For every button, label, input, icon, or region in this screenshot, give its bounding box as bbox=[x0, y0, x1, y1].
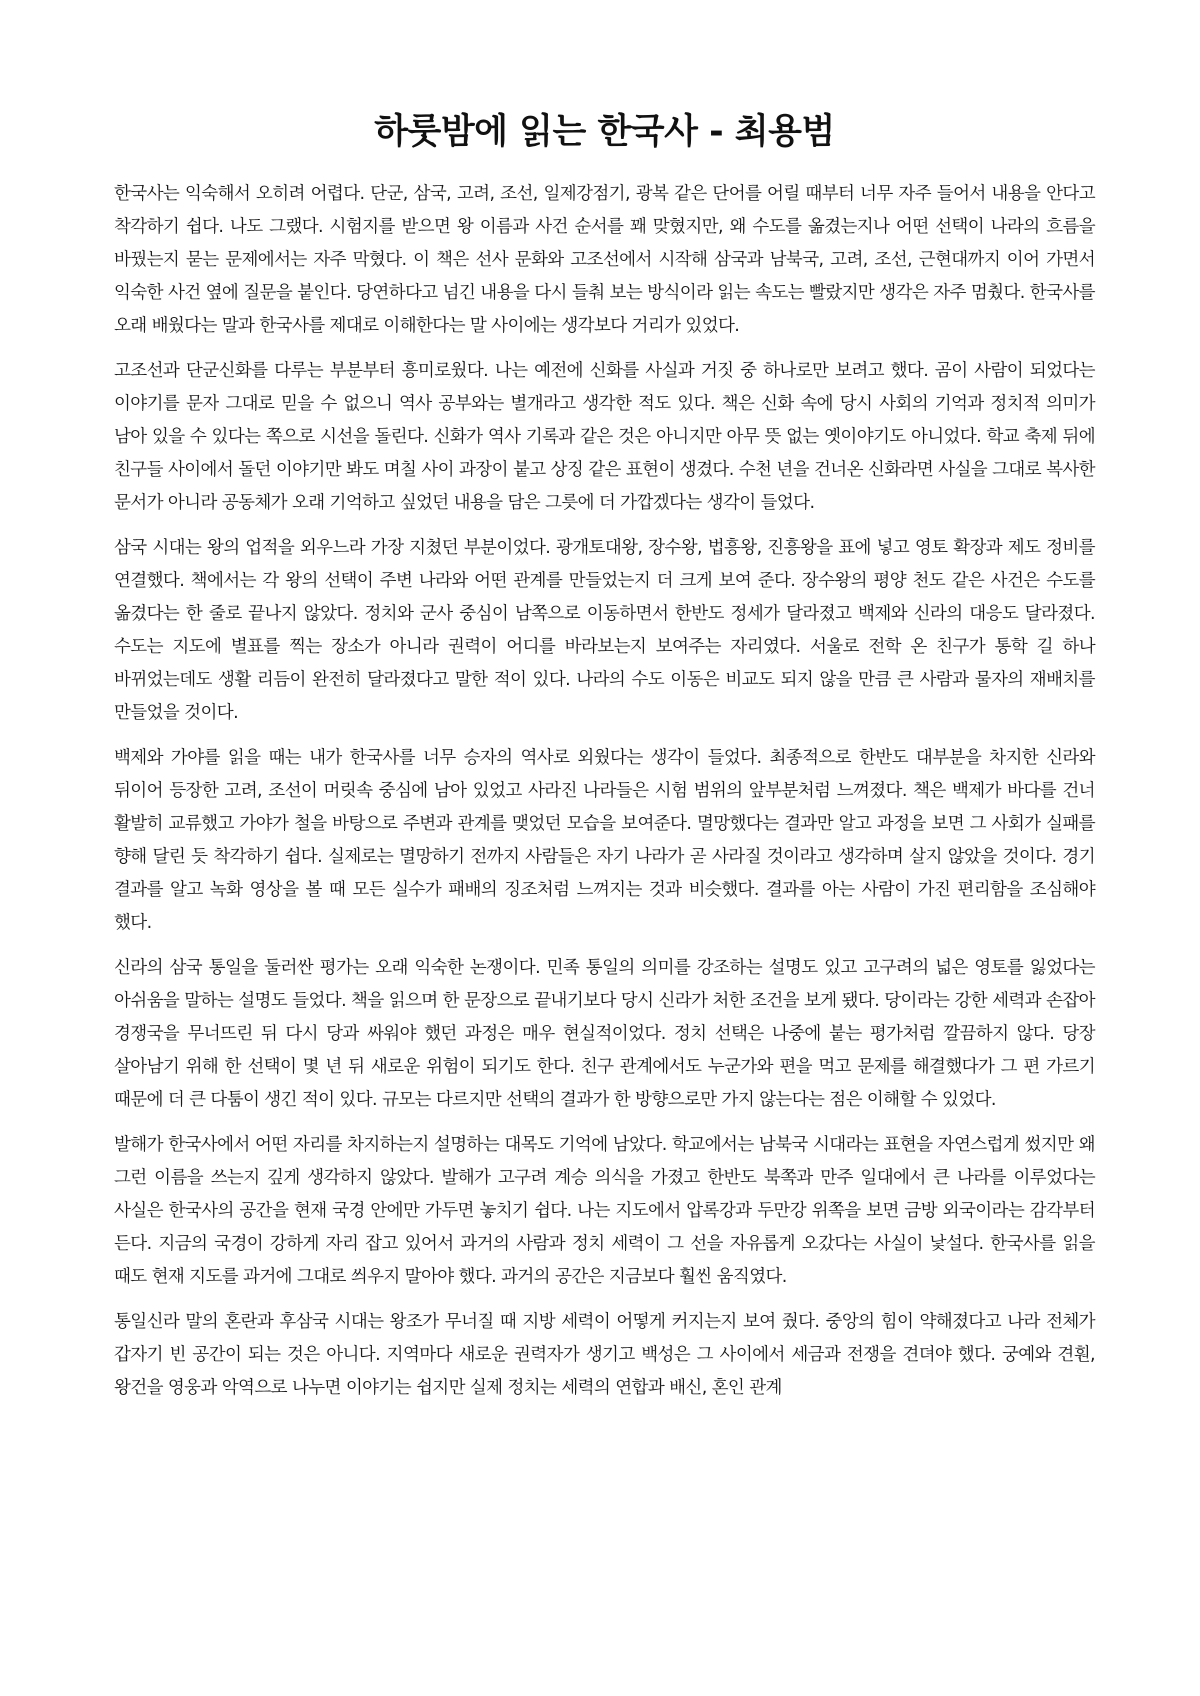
paragraph: 신라의 삼국 통일을 둘러싼 평가는 오래 익숙한 논쟁이다. 민족 통일의 의미를 강조하는 설명도 있고 고구려의 넓은 영토를 잃었다는 아쉬움을 말하는 설명도 들었다. 책을 읽으며 한 문장으로 끝내기보다 당시 신라가 처한 조건을 보게 됐다. 당이라는 강한 세력과 손잡아 경쟁국을 무너뜨린 뒤 다시 당과 싸워야 했던 과정은 매우 현실적이었다. 정치 선택은 나중에 붙는 평가처럼 깔끔하지 않다. 당장 살아남기 위해 한 선택이 몇 년 뒤 새로운 위험이 되기도 한다. 친구 관계에서도 누군가와 편을 먹고 문제를 해결했다가 그 편 가르기 때문에 더 큰 다툼이 생긴 적이 있다. 규모는 다르지만 선택의 결과가 한 방향으로만 가지 않는다는 점은 이해할 수 있었다. bbox=[114, 958, 1095, 1110]
paragraph: 한국사는 익숙해서 오히려 어렵다. 단군, 삼국, 고려, 조선, 일제강점기, 광복 같은 단어를 어릴 때부터 너무 자주 들어서 내용을 안다고 착각하기 쉽다. 나도 그랬다. 시험지를 받으면 왕 이름과 사건 순서를 꽤 맞혔지만, 왜 수도를 옮겼는지나 어떤 선택이 나라의 흐름을 바꿨는지 묻는 문제에서는 자주 막혔다. 이 책은 선사 문화와 고조선에서 시작해 삼국과 남북국, 고려, 조선, 근현대까지 이어 가면서 익숙한 사건 옆에 질문을 붙인다. 당연하다고 넘긴 내용을 다시 들춰 보는 방식이라 읽는 속도는 빨랐지만 생각은 자주 멈췄다. 한국사를 오래 배웠다는 말과 한국사를 제대로 이해한다는 말 사이에는 생각보다 거리가 있었다. bbox=[114, 184, 1095, 336]
paragraph: 통일신라 말의 혼란과 후삼국 시대는 왕조가 무너질 때 지방 세력이 어떻게 커지는지 보여 줬다. 중앙의 힘이 약해졌다고 나라 전체가 갑자기 빈 공간이 되는 것은 아니다. 지역마다 새로운 권력자가 생기고 백성은 그 사이에서 세금과 전쟁을 견뎌야 했다. 궁예와 견훤, 왕건을 영웅과 악역으로 나누면 이야기는 쉽지만 실제 정치는 세력의 연합과 배신, 혼인 관계 bbox=[114, 1312, 1095, 1398]
paragraph: 삼국 시대는 왕의 업적을 외우느라 가장 지쳤던 부분이었다. 광개토대왕, 장수왕, 법흥왕, 진흥왕을 표에 넣고 영토 확장과 제도 정비를 연결했다. 책에서는 각 왕의 선택이 주변 나라와 어떤 관계를 만들었는지 더 크게 보여 준다. 장수왕의 평양 천도 같은 사건은 수도를 옮겼다는 한 줄로 끝나지 않았다. 정치와 군사 중심이 남쪽으로 이동하면서 한반도 정세가 달라졌고 백제와 신라의 대응도 달라졌다. 수도는 지도에 별표를 찍는 장소가 아니라 권력이 어디를 바라보는지 보여주는 자리였다. 서울로 전학 온 친구가 통학 길 하나 바뀌었는데도 생활 리듬이 완전히 달라졌다고 말한 적이 있다. 나라의 수도 이동은 비교도 되지 않을 만큼 큰 사람과 물자의 재배치를 만들었을 것이다. bbox=[114, 538, 1095, 723]
paragraph: 고조선과 단군신화를 다루는 부분부터 흥미로웠다. 나는 예전에 신화를 사실과 거짓 중 하나로만 보려고 했다. 곰이 사람이 되었다는 이야기를 문자 그대로 믿을 수 없으니 역사 공부와는 별개라고 생각한 적도 있다. 책은 신화 속에 당시 사회의 기억과 정치적 의미가 남아 있을 수 있다는 쪽으로 시선을 돌린다. 신화가 역사 기록과 같은 것은 아니지만 아무 뜻 없는 옛이야기도 아니었다. 학교 축제 뒤에 친구들 사이에서 돌던 이야기만 봐도 며칠 사이 과장이 붙고 상징 같은 표현이 생겼다. 수천 년을 건너온 신화라면 사실을 그대로 복사한 문서가 아니라 공동체가 오래 기억하고 싶었던 내용을 담은 그릇에 더 가깝겠다는 생각이 들었다. bbox=[114, 361, 1095, 513]
paragraph: 발해가 한국사에서 어떤 자리를 차지하는지 설명하는 대목도 기억에 남았다. 학교에서는 남북국 시대라는 표현을 자연스럽게 썼지만 왜 그런 이름을 쓰는지 깊게 생각하지 않았다. 발해가 고구려 계승 의식을 가졌고 한반도 북쪽과 만주 일대에서 큰 나라를 이루었다는 사실은 한국사의 공간을 현재 국경 안에만 가두면 놓치기 쉽다. 나는 지도에서 압록강과 두만강 위쪽을 보면 금방 외국이라는 감각부터 든다. 지금의 국경이 강하게 자리 잡고 있어서 과거의 사람과 정치 세력이 그 선을 자유롭게 오갔다는 사실이 낯설다. 한국사를 읽을 때도 현재 지도를 과거에 그대로 씌우지 말아야 했다. 과거의 공간은 지금보다 훨씬 움직였다. bbox=[114, 1135, 1095, 1287]
paragraph: 백제와 가야를 읽을 때는 내가 한국사를 너무 승자의 역사로 외웠다는 생각이 들었다. 최종적으로 한반도 대부분을 차지한 신라와 뒤이어 등장한 고려, 조선이 머릿속 중심에 남아 있었고 사라진 나라들은 시험 범위의 앞부분처럼 느껴졌다. 책은 백제가 바다를 건너 활발히 교류했고 가야가 철을 바탕으로 주변과 관계를 맺었던 모습을 보여준다. 멸망했다는 결과만 알고 과정을 보면 그 사회가 실패를 향해 달린 듯 착각하기 쉽다. 실제로는 멸망하기 전까지 사람들은 자기 나라가 곧 사라질 것이라고 생각하며 살지 않았을 것이다. 경기 결과를 알고 녹화 영상을 볼 때 모든 실수가 패배의 징조처럼 느껴지는 것과 비슷했다. 결과를 아는 사람이 가진 편리함을 조심해야 했다. bbox=[114, 748, 1095, 933]
page-title: 하룻밤에 읽는 한국사 - 최용범 bbox=[374, 112, 835, 152]
